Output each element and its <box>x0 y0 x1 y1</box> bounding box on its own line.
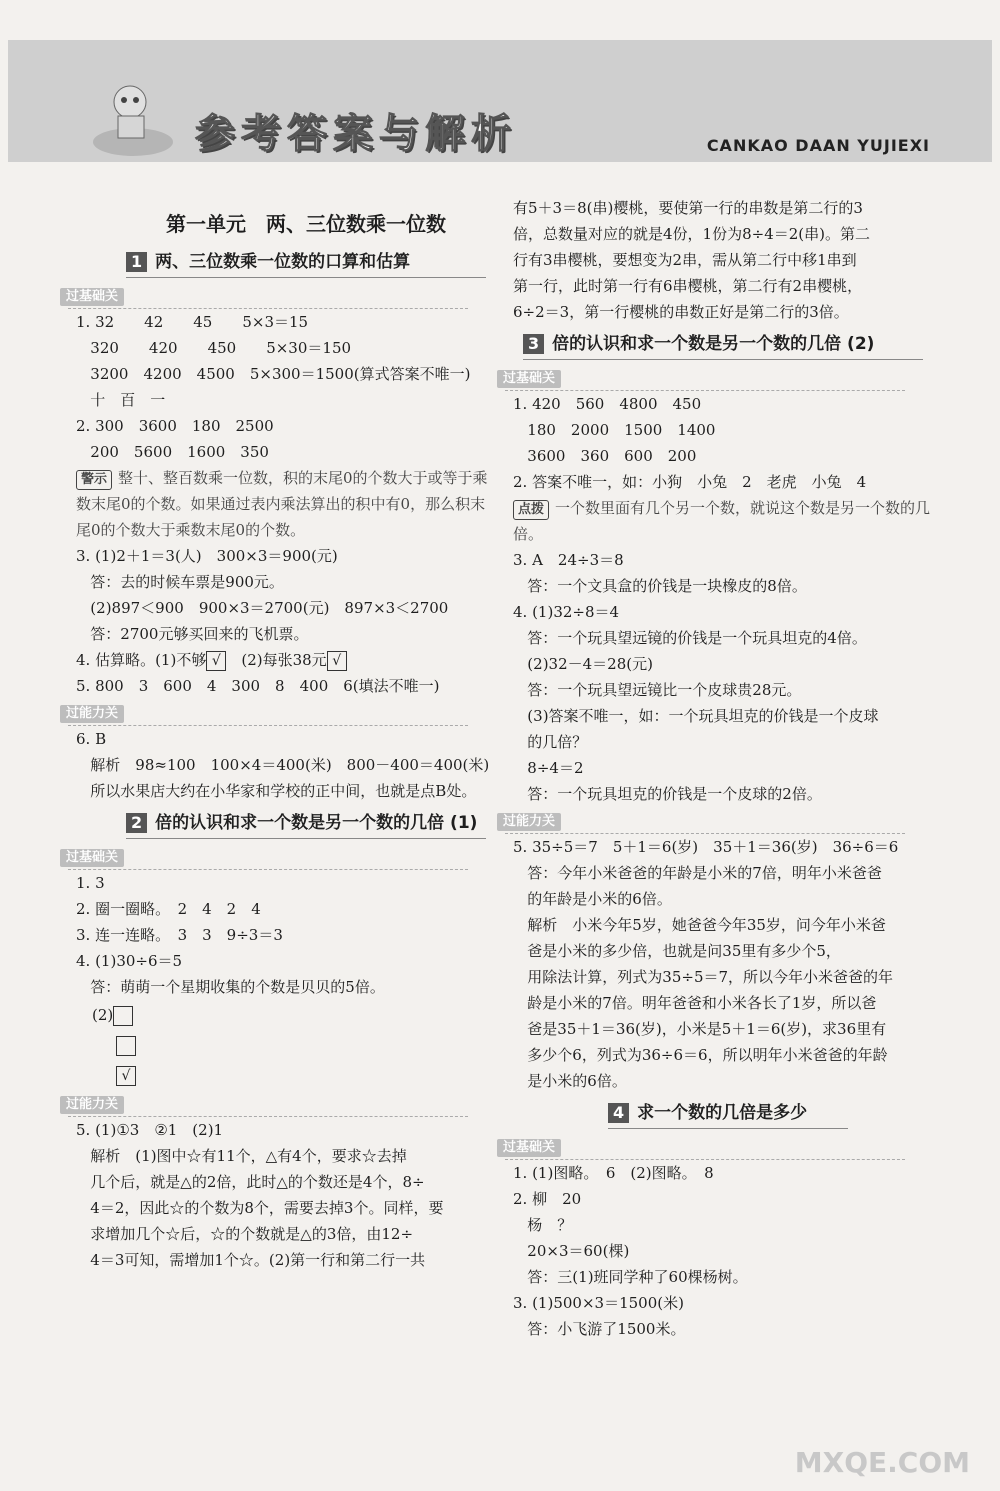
answer-line: 200 5600 1600 350 <box>76 443 269 461</box>
answer-line: 320 420 450 5×30＝150 <box>76 339 352 357</box>
answer-line: 答：一个玩具望远镜的价钱是一个玩具坦克的4倍。 <box>513 629 867 647</box>
answer-line: 3. (1)2＋1＝3(人) 300×3＝900(元) <box>76 547 338 565</box>
section-title: 倍的认识和求一个数是另一个数的几倍 (2) <box>552 334 875 354</box>
section-4-header <box>608 1100 848 1129</box>
answer-line: 答：萌萌一个星期收集的个数是贝贝的5倍。 <box>76 978 385 996</box>
answer-line: 4. (1)32÷8＝4 <box>513 603 620 621</box>
left-column <box>66 195 496 1273</box>
answer-line: 的年龄是小米的6倍。 <box>513 890 672 908</box>
answer-line: 3. (1)500×3＝1500(米) <box>513 1294 684 1312</box>
answer-line: 第一行，此时第一行有6串樱桃，第二行有2串樱桃， <box>513 277 863 295</box>
ability-tag: 过能力关 <box>60 1096 124 1114</box>
answer-line: 倍，总数量对应的就是4份，1份为8÷4＝2(串)。第二 <box>513 225 870 243</box>
answer-line: 答：今年小米爸爸的年龄是小米的7倍，明年小米爸爸 <box>513 864 882 882</box>
answer-line: 5. 35÷5＝7 5＋1＝6(岁) 35＋1＝36(岁) 36÷6＝6 <box>513 838 899 856</box>
basic-tag: 过基础关 <box>497 370 561 388</box>
basic-tag: 过基础关 <box>60 288 124 306</box>
ability-tag: 过能力关 <box>497 813 561 831</box>
ability-tag: 过能力关 <box>60 705 124 723</box>
section-title: 求一个数的几倍是多少 <box>637 1103 808 1123</box>
answer-line: 十 百 一 <box>76 391 166 409</box>
answer-line: 1. 420 560 4800 450 <box>513 395 702 413</box>
answer-line: 4＝3可知，需增加1个☆。(2)第一行和第二行一共 <box>76 1251 426 1269</box>
answer-line: 1. 32 42 45 5×3＝15 <box>76 313 309 331</box>
answer-line: 行有3串樱桃，要想变为2串，需从第二行中移1串到 <box>513 251 857 269</box>
hint-note <box>513 495 943 547</box>
answer-line: 龄是小米的7倍。明年爸爸和小米各长了1岁，所以爸 <box>513 994 877 1012</box>
answer-line: 的几倍？ <box>513 733 588 751</box>
answer-line: 3200 4200 4500 5×300＝1500(算式答案不唯一) <box>76 365 471 383</box>
check-box: √ <box>206 651 226 671</box>
answer-line: 答：三(1)班同学种了60棵杨树。 <box>513 1268 748 1286</box>
watermark: MXQE.COM <box>794 1446 970 1479</box>
answer-line: 5. (1)①3 ②1 (2)1 <box>76 1121 224 1139</box>
answer-line: 几个后，就是△的2倍，此时△的个数还是4个，8÷ <box>76 1173 425 1191</box>
answer-line: 5. 800 3 600 4 300 8 400 6(填法不唯一) <box>76 677 440 695</box>
answer-line: 是小米的6倍。 <box>513 1072 627 1090</box>
answer-line: 答：一个玩具坦克的价钱是一个皮球的2倍。 <box>513 785 822 803</box>
right-column <box>503 195 943 1342</box>
answer-line: 答：2700元够买回来的飞机票。 <box>76 625 309 643</box>
basic-tag: 过基础关 <box>60 849 124 867</box>
answer-line: 解析 (1)图中☆有11个，△有4个，要求☆去掉 <box>76 1147 407 1165</box>
section-number: 3 <box>523 334 544 354</box>
section-title: 两、三位数乘一位数的口算和估算 <box>155 252 411 272</box>
unit-title: 第一单元 两、三位数乘一位数 <box>166 212 446 236</box>
answer-line: 解析 98≈100 100×4＝400(米) 800－400＝400(米) <box>76 756 490 774</box>
answer-line: 180 2000 1500 1400 <box>513 421 716 439</box>
page-subtitle: CANKAO DAAN YUJIEXI <box>706 136 930 155</box>
answer-line: 有5＋3＝8(串)樱桃，要使第一行的串数是第二行的3 <box>513 199 863 217</box>
empty-box <box>116 1036 136 1056</box>
box-group: (2) √ <box>76 1000 496 1090</box>
answer-line: 多少个6，列式为36÷6＝6，所以明年小米爸爸的年龄 <box>513 1046 888 1064</box>
answer-line: 爸是35＋1＝36(岁)，小米是5＋1＝6(岁)，求36里有 <box>513 1020 887 1038</box>
hint-text: 一个数里面有几个另一个数，就说这个数是另一个数的几倍。 <box>513 499 931 543</box>
hint-label: 点拨 <box>513 500 549 520</box>
answer-line: 1. 3 <box>76 874 105 892</box>
mascot-illustration <box>88 72 178 158</box>
page-title: 参考答案与解析 <box>195 111 517 157</box>
warning-text: 整十、整百数乘一位数，积的末尾0的个数大于或等于乘数末尾0的个数。如果通过表内乘法算出的积中有0，那么积末尾0的个数大于乘数末尾0的个数。 <box>76 469 488 539</box>
answer-line: 用除法计算，列式为35÷5＝7，所以今年小米爸爸的年 <box>513 968 894 986</box>
check-box: √ <box>116 1066 136 1086</box>
answer-line: 爸是小米的多少倍，也就是问35里有多少个5， <box>513 942 841 960</box>
answer-line: 答：小飞游了1500米。 <box>513 1320 686 1338</box>
answer-line: 3600 360 600 200 <box>513 447 697 465</box>
answer-line: 1. (1)图略。 6 (2)图略。 8 <box>513 1164 714 1182</box>
check-box: √ <box>327 651 347 671</box>
answer-line: 3. 连一连略。 3 3 9÷3＝3 <box>76 926 283 944</box>
answer-line: 4. (1)30÷6＝5 <box>76 952 183 970</box>
answer-line: (2)32－4＝28(元) <box>513 655 653 673</box>
section-1-header <box>126 249 486 278</box>
answer-line: 答：一个文具盒的价钱是一块橡皮的8倍。 <box>513 577 807 595</box>
answer-line: 所以水果店大约在小华家和学校的正中间，也就是点B处。 <box>76 782 477 800</box>
answer-line: (2)897＜900 900×3＝2700(元) 897×3＜2700 <box>76 599 449 617</box>
answer-line: 答：去的时候车票是900元。 <box>76 573 284 591</box>
empty-box <box>113 1006 133 1026</box>
answer-line: 3. A 24÷3＝8 <box>513 551 624 569</box>
section-3-header <box>523 331 923 360</box>
answer-line: 20×3＝60(棵) <box>513 1242 630 1260</box>
section-number: 4 <box>608 1103 629 1123</box>
section-number: 2 <box>126 813 147 833</box>
answer-line: 4. 估算略。(1)不够 √ (2)每张38元 √ <box>76 647 496 673</box>
answer-line: 2. 300 3600 180 2500 <box>76 417 274 435</box>
answer-line: 答：一个玩具望远镜比一个皮球贵28元。 <box>513 681 802 699</box>
warning-label: 警示 <box>76 470 112 490</box>
warning-note <box>76 465 496 543</box>
answer-line: 6÷2＝3，第一行樱桃的串数正好是第二行的3倍。 <box>513 303 849 321</box>
answer-line: 杨 ？ <box>513 1216 573 1234</box>
answer-line: 求增加几个☆后，☆的个数就是△的3倍，由12÷ <box>76 1225 414 1243</box>
answer-line: 2. 柳 20 <box>513 1190 582 1208</box>
answer-line: 2. 答案不唯一，如：小狗 小兔 2 老虎 小兔 4 <box>513 473 867 491</box>
answer-line: 4＝2，因此☆的个数为8个，需要去掉3个。同样，要 <box>76 1199 444 1217</box>
section-number: 1 <box>126 252 147 272</box>
answer-line: 解析 小米今年5岁，她爸爸今年35岁，问今年小米爸 <box>513 916 886 934</box>
answer-line: (3)答案不唯一，如：一个玩具坦克的价钱是一个皮球 <box>513 707 879 725</box>
answer-line: 8÷4＝2 <box>513 759 584 777</box>
answer-line: 2. 圈一圈略。 2 4 2 4 <box>76 900 261 918</box>
section-title: 倍的认识和求一个数是另一个数的几倍 (1) <box>155 813 478 833</box>
section-2-header <box>126 810 486 839</box>
basic-tag: 过基础关 <box>497 1139 561 1157</box>
answer-line: 6. B <box>76 730 107 748</box>
